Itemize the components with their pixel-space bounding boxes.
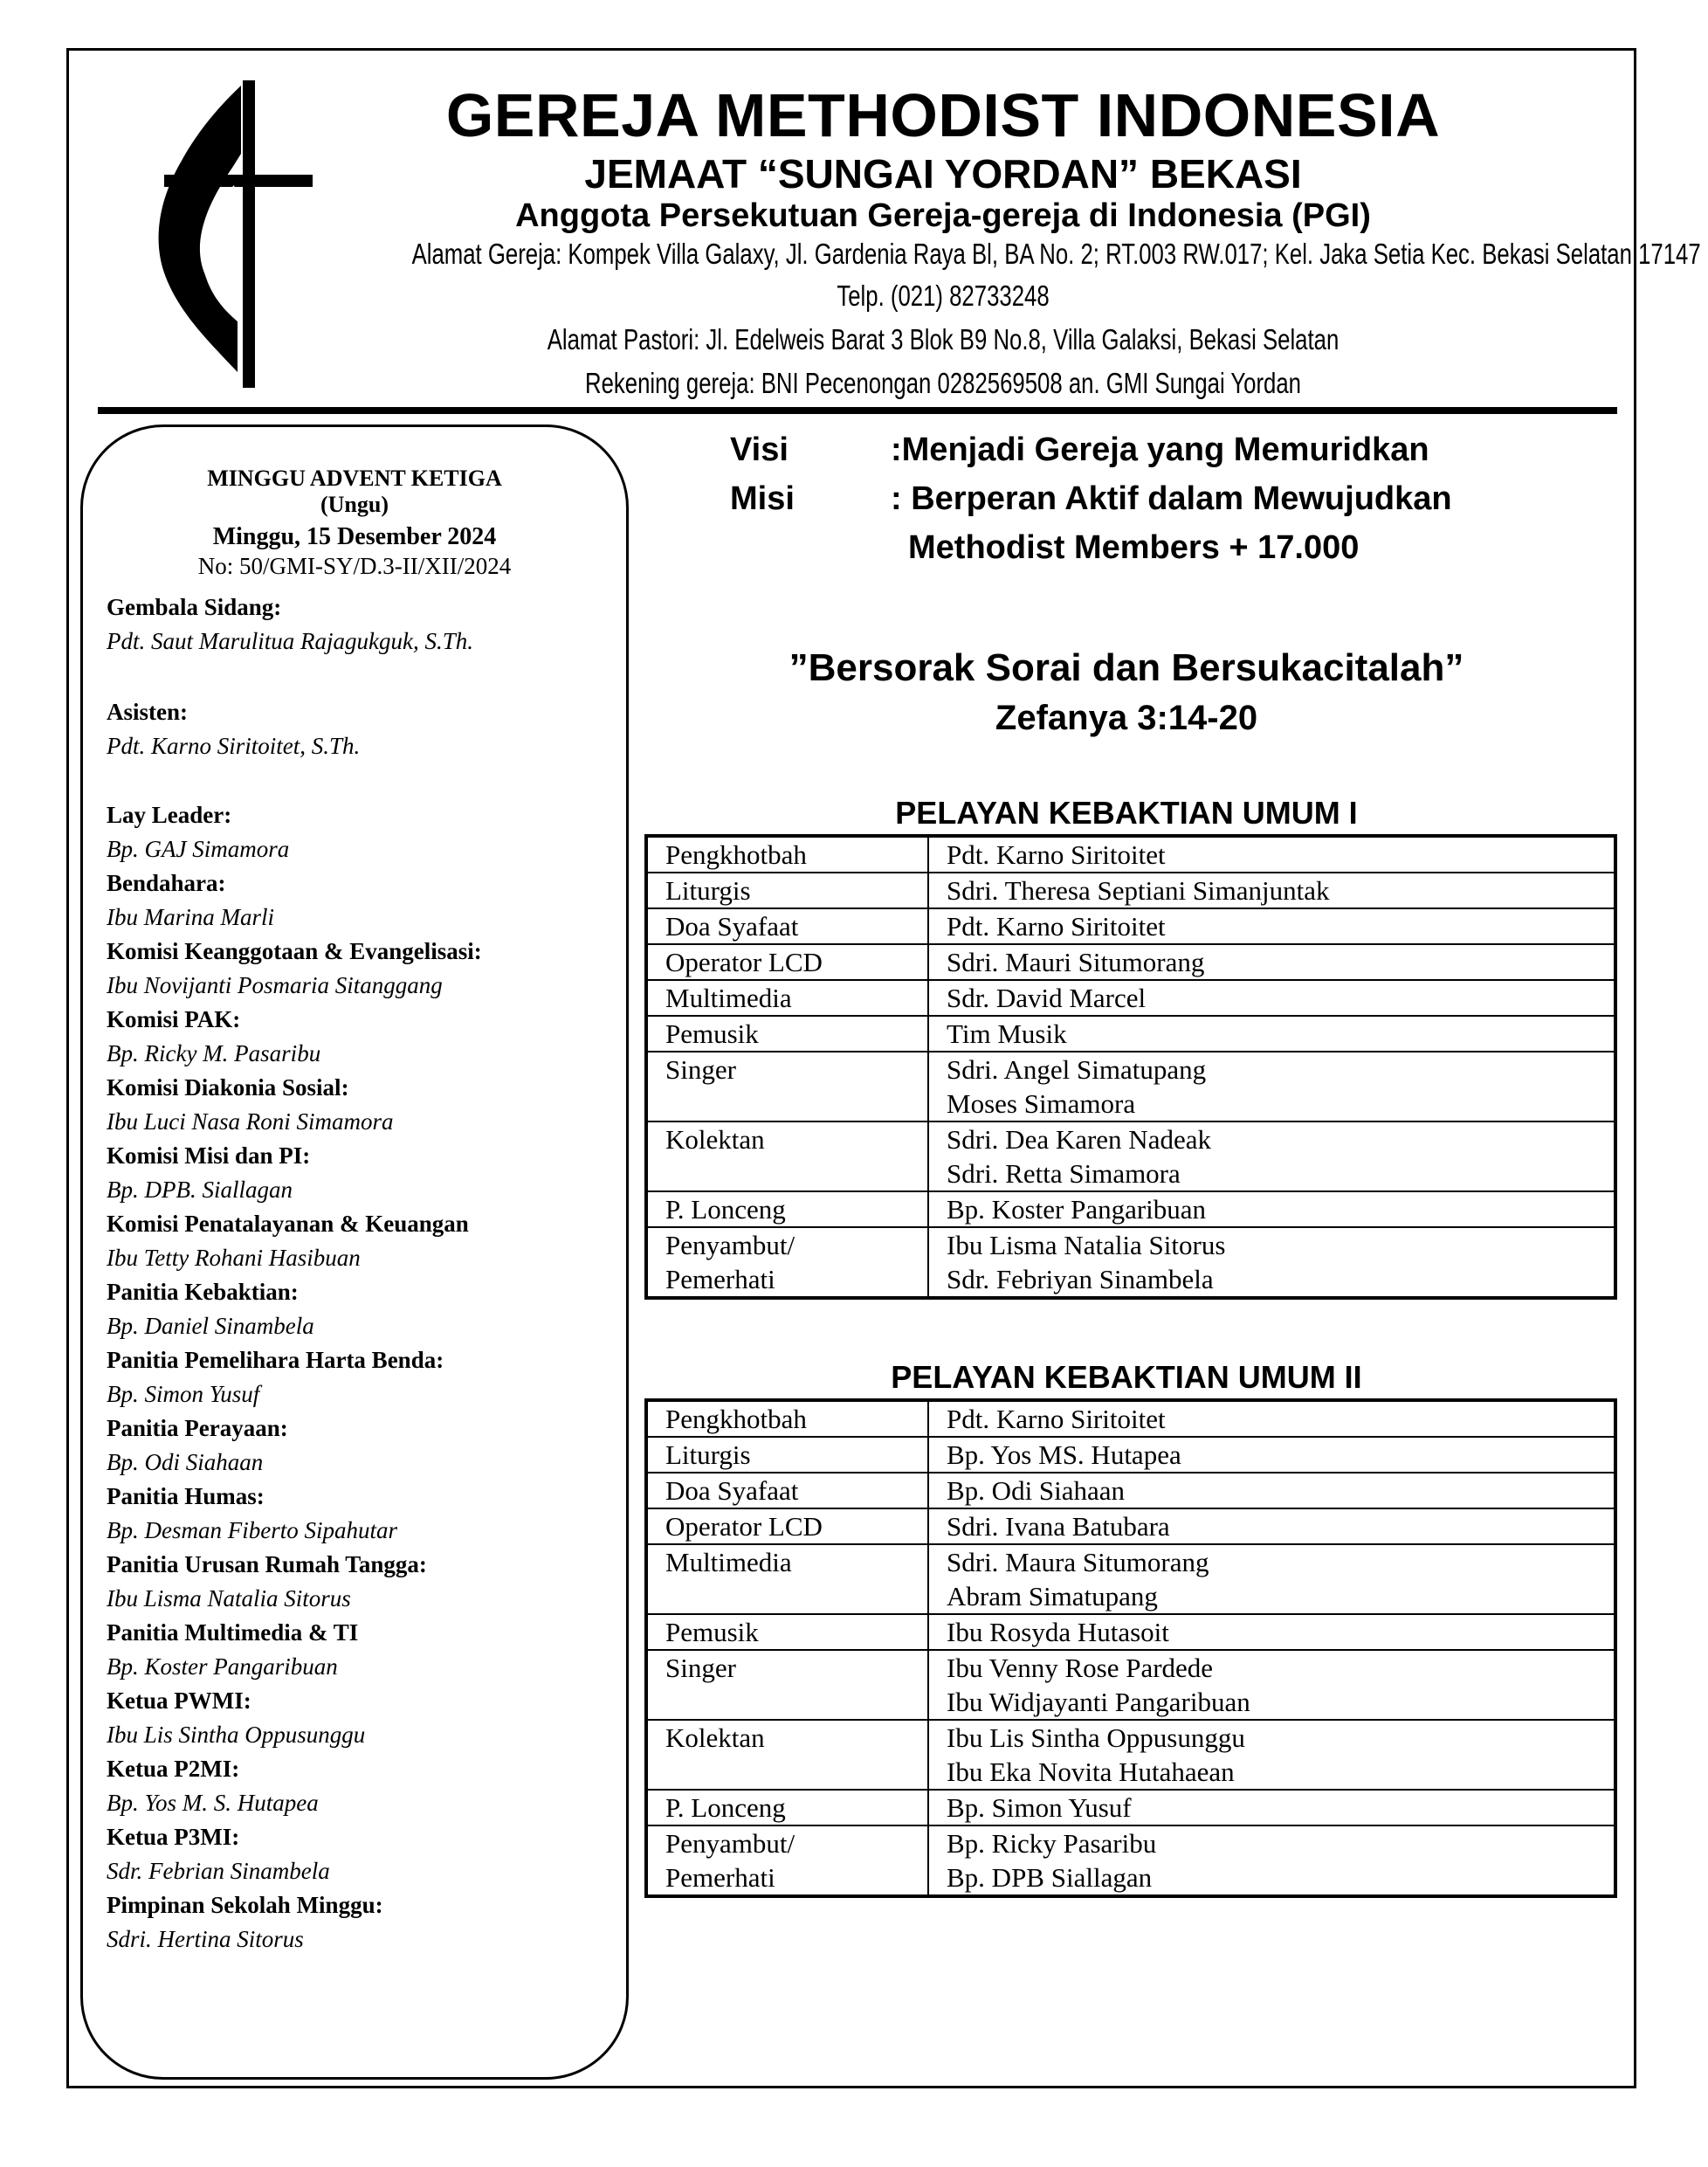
staff-role-name: Ibu Lis Sintha Oppusunggu (107, 1722, 366, 1748)
table-row (646, 1825, 1615, 1896)
role-cell (646, 836, 928, 873)
service-1-table (644, 834, 1617, 1300)
name-cell (928, 1016, 1615, 1052)
role-cell (646, 1227, 928, 1298)
staff-role-name: Bp. Koster Pangaribuan (107, 1653, 338, 1680)
role-text: Penyambut/ (665, 1230, 795, 1260)
role-cell (646, 1191, 928, 1227)
staff-role-name: Sdr. Febrian Sinambela (107, 1858, 330, 1884)
role-text: Pemusik (665, 1018, 759, 1049)
staff-role-name: Bp. Odi Siahaan (107, 1449, 264, 1475)
role-text: Multimedia (665, 1547, 792, 1577)
staff-role-label: Panitia Perayaan: (107, 1415, 288, 1441)
name-text: Ibu Venny Rose Pardede (947, 1653, 1214, 1683)
role-cell (646, 1650, 928, 1720)
staff-role-name: Pdt. Saut Marulitua Rajagukguk, S.Th. (107, 628, 473, 654)
table-row (646, 1121, 1615, 1191)
staff-role-label: Komisi Diakonia Sosial: (107, 1074, 349, 1101)
table-row (646, 1052, 1615, 1121)
parsonage-address: Alamat Pastori: Jl. Edelweis Barat 3 Blok B9 No.8, Villa Galaksi, Bekasi Selatan (547, 323, 1340, 355)
service-1-title: PELAYAN KEBAKTIAN UMUM I (895, 795, 1358, 831)
staff-role-name: Pdt. Karno Siritoitet, S.Th. (107, 733, 361, 759)
role-text: Singer (665, 1653, 736, 1683)
name-cell (928, 1614, 1615, 1650)
table-row (646, 1614, 1615, 1650)
name-text: Sdri. Mauri Situmorang (947, 947, 1205, 977)
table-row (646, 944, 1615, 980)
role-cell (646, 1825, 928, 1896)
name-text: Bp. Koster Pangaribuan (947, 1194, 1207, 1225)
role-text: P. Lonceng (665, 1194, 786, 1225)
name-cell (928, 1400, 1615, 1437)
staff-role-name: Ibu Tetty Rohani Hasibuan (107, 1245, 361, 1271)
mission-text: : Berperan Aktif dalam Mewujudkan (891, 480, 1452, 517)
staff-role-name: Bp. Desman Fiberto Sipahutar (107, 1517, 397, 1543)
role-cell (646, 1544, 928, 1614)
staff-role-label: Gembala Sidang: (107, 594, 282, 620)
staff-role-name: Bp. Yos M. S. Hutapea (107, 1790, 319, 1816)
name-text: Ibu Lis Sintha Oppusunggu (947, 1722, 1245, 1753)
sermon-verse: Zefanya 3:14-20 (995, 699, 1258, 737)
staff-role-label: Komisi Misi dan PI: (107, 1142, 311, 1169)
table-row (646, 1790, 1615, 1825)
role-cell (646, 1437, 928, 1473)
table-row (646, 1227, 1615, 1298)
staff-role-name: Ibu Lisma Natalia Sitorus (107, 1585, 351, 1611)
name-text: Pdt. Karno Siritoitet (947, 1404, 1166, 1434)
service-date: Minggu, 15 Desember 2024 (212, 523, 497, 550)
name-text: Sdri. Theresa Septiani Simanjuntak (947, 875, 1330, 906)
role-text: Pemusik (665, 1617, 759, 1647)
role-text: Pemerhati (665, 1264, 775, 1294)
role-text: Pemerhati (665, 1862, 775, 1893)
role-cell (646, 1400, 928, 1437)
staff-role-label: Ketua P3MI: (107, 1824, 240, 1850)
name-text: Ibu Rosyda Hutasoit (947, 1617, 1169, 1647)
name-cell (928, 1437, 1615, 1473)
name-cell (928, 1121, 1615, 1191)
role-cell (646, 1473, 928, 1508)
sermon-theme: ”Bersorak Sorai dan Bersukacitalah” (789, 646, 1464, 689)
staff-role-label: Asisten: (107, 699, 188, 725)
staff-role-name: Ibu Marina Marli (107, 904, 274, 930)
role-text: Kolektan (665, 1722, 765, 1753)
staff-role-label: Lay Leader: (107, 802, 232, 828)
table-row (646, 1544, 1615, 1614)
table-row (646, 1400, 1615, 1437)
role-cell (646, 908, 928, 944)
name-text: Abram Simatupang (947, 1581, 1158, 1611)
staff-role-label: Panitia Kebaktian: (107, 1279, 299, 1305)
staff-role-name: Sdri. Hertina Sitorus (107, 1926, 304, 1952)
role-text: Doa Syafaat (665, 911, 799, 942)
vision-label: Visi (730, 431, 789, 468)
role-text: Doa Syafaat (665, 1475, 799, 1506)
table-row (646, 1437, 1615, 1473)
staff-role-name: Bp. Daniel Sinambela (107, 1313, 314, 1339)
role-text: Penyambut/ (665, 1828, 795, 1859)
name-cell (928, 1508, 1615, 1544)
role-cell (646, 1508, 928, 1544)
church-address: Alamat Gereja: Kompek Villa Galaxy, Jl. Gardenia Raya Bl, BA No. 2; RT.003 RW.017; Kel. Jaka Setia Kec. Bekasi Selatan 17147 (411, 238, 1701, 270)
vision-text: :Menjadi Gereja yang Memuridkan (891, 431, 1429, 468)
name-cell (928, 908, 1615, 944)
name-text: Pdt. Karno Siritoitet (947, 839, 1166, 870)
name-text: Bp. Simon Yusuf (947, 1792, 1132, 1823)
name-cell (928, 1227, 1615, 1298)
role-cell (646, 1052, 928, 1121)
name-cell (928, 1191, 1615, 1227)
staff-role-label: Komisi Keanggotaan & Evangelisasi: (107, 938, 482, 964)
name-cell (928, 1650, 1615, 1720)
name-text: Pdt. Karno Siritoitet (947, 911, 1166, 942)
name-text: Ibu Widjayanti Pangaribuan (947, 1687, 1250, 1717)
mission-text-2: Methodist Members + 17.000 (908, 529, 1360, 566)
liturgical-color: (Ungu) (320, 492, 389, 517)
membership-line: Anggota Persekutuan Gereja-gereja di Indonesia (PGI) (515, 197, 1371, 234)
congregation-name: JEMAAT “SUNGAI YORDAN” BEKASI (584, 151, 1302, 197)
staff-role-name: Ibu Luci Nasa Roni Simamora (107, 1108, 394, 1135)
name-cell (928, 836, 1615, 873)
staff-role-label: Bendahara: (107, 870, 226, 896)
church-name: GEREJA METHODIST INDONESIA (445, 81, 1441, 149)
staff-role-label: Komisi Penatalayanan & Keuangan (107, 1211, 469, 1237)
staff-role-name: Bp. DPB. Siallagan (107, 1177, 293, 1203)
table-row (646, 1650, 1615, 1720)
name-cell (928, 980, 1615, 1016)
name-cell (928, 1825, 1615, 1896)
service-2-title: PELAYAN KEBAKTIAN UMUM II (891, 1359, 1362, 1395)
church-phone: Telp. (021) 82733248 (837, 280, 1050, 312)
role-text: Pengkhotbah (665, 839, 807, 870)
role-cell (646, 1121, 928, 1191)
bulletin-number: No: 50/GMI-SY/D.3-II/XII/2024 (197, 553, 512, 579)
name-cell (928, 1052, 1615, 1121)
table-row (646, 1473, 1615, 1508)
role-text: P. Lonceng (665, 1792, 786, 1823)
role-cell (646, 1016, 928, 1052)
name-cell (928, 944, 1615, 980)
table-row (646, 1720, 1615, 1790)
table-row (646, 836, 1615, 873)
staff-role-name: Ibu Novijanti Posmaria Sitanggang (107, 972, 443, 998)
staff-role-label: Ketua P2MI: (107, 1756, 240, 1782)
name-text: Sdri. Maura Situmorang (947, 1547, 1209, 1577)
table-row (646, 1191, 1615, 1227)
staff-role-label: Panitia Urusan Rumah Tangga: (107, 1551, 427, 1577)
name-text: Sdri. Retta Simamora (947, 1158, 1181, 1189)
week-title: MINGGU ADVENT KETIGA (207, 466, 502, 491)
staff-role-label: Pimpinan Sekolah Minggu: (107, 1892, 383, 1918)
name-text: Tim Musik (947, 1018, 1067, 1049)
name-text: Bp. DPB Siallagan (947, 1862, 1153, 1893)
name-cell (928, 1544, 1615, 1614)
bank-account: Rekening gereja: BNI Pecenongan 0282569508 an. GMI Sungai Yordan (584, 367, 1301, 399)
table-row (646, 1508, 1615, 1544)
role-cell (646, 1720, 928, 1790)
staff-role-label: Komisi PAK: (107, 1006, 241, 1032)
role-text: Operator LCD (665, 1511, 823, 1542)
role-text: Kolektan (665, 1124, 765, 1155)
table-row (646, 980, 1615, 1016)
role-text: Singer (665, 1054, 736, 1085)
name-text: Bp. Odi Siahaan (947, 1475, 1126, 1506)
name-text: Moses Simamora (947, 1088, 1136, 1119)
name-text: Bp. Yos MS. Hutapea (947, 1439, 1181, 1470)
name-text: Sdr. Febriyan Sinambela (947, 1264, 1214, 1294)
role-text: Operator LCD (665, 947, 823, 977)
staff-role-name: Bp. Simon Yusuf (107, 1381, 260, 1407)
staff-role-label: Panitia Multimedia & TI (107, 1619, 359, 1646)
name-cell (928, 1720, 1615, 1790)
role-text: Liturgis (665, 875, 751, 906)
staff-role-label: Ketua PWMI: (107, 1687, 251, 1714)
role-cell (646, 1790, 928, 1825)
role-cell (646, 1614, 928, 1650)
staff-role-label: Panitia Humas: (107, 1483, 265, 1509)
staff-role-label: Panitia Pemelihara Harta Benda: (107, 1347, 444, 1373)
mission-label: Misi (730, 480, 795, 517)
name-text: Sdri. Dea Karen Nadeak (947, 1124, 1211, 1155)
role-text: Liturgis (665, 1439, 751, 1470)
name-text: Ibu Lisma Natalia Sitorus (947, 1230, 1226, 1260)
name-cell (928, 873, 1615, 908)
name-text: Ibu Eka Novita Hutahaean (947, 1756, 1235, 1787)
header-divider (98, 407, 1617, 414)
table-row (646, 1016, 1615, 1052)
role-text: Pengkhotbah (665, 1404, 807, 1434)
name-text: Sdri. Ivana Batubara (947, 1511, 1170, 1542)
name-text: Sdr. David Marcel (947, 983, 1147, 1013)
table-row (646, 873, 1615, 908)
service-2-table (644, 1398, 1617, 1898)
role-cell (646, 980, 928, 1016)
name-cell (928, 1790, 1615, 1825)
name-text: Sdri. Angel Simatupang (947, 1054, 1207, 1085)
role-cell (646, 873, 928, 908)
name-cell (928, 1473, 1615, 1508)
table-row (646, 908, 1615, 944)
staff-role-name: Bp. Ricky M. Pasaribu (107, 1040, 321, 1066)
name-text: Bp. Ricky Pasaribu (947, 1828, 1157, 1859)
role-text: Multimedia (665, 983, 792, 1013)
staff-role-name: Bp. GAJ Simamora (107, 836, 290, 862)
role-cell (646, 944, 928, 980)
